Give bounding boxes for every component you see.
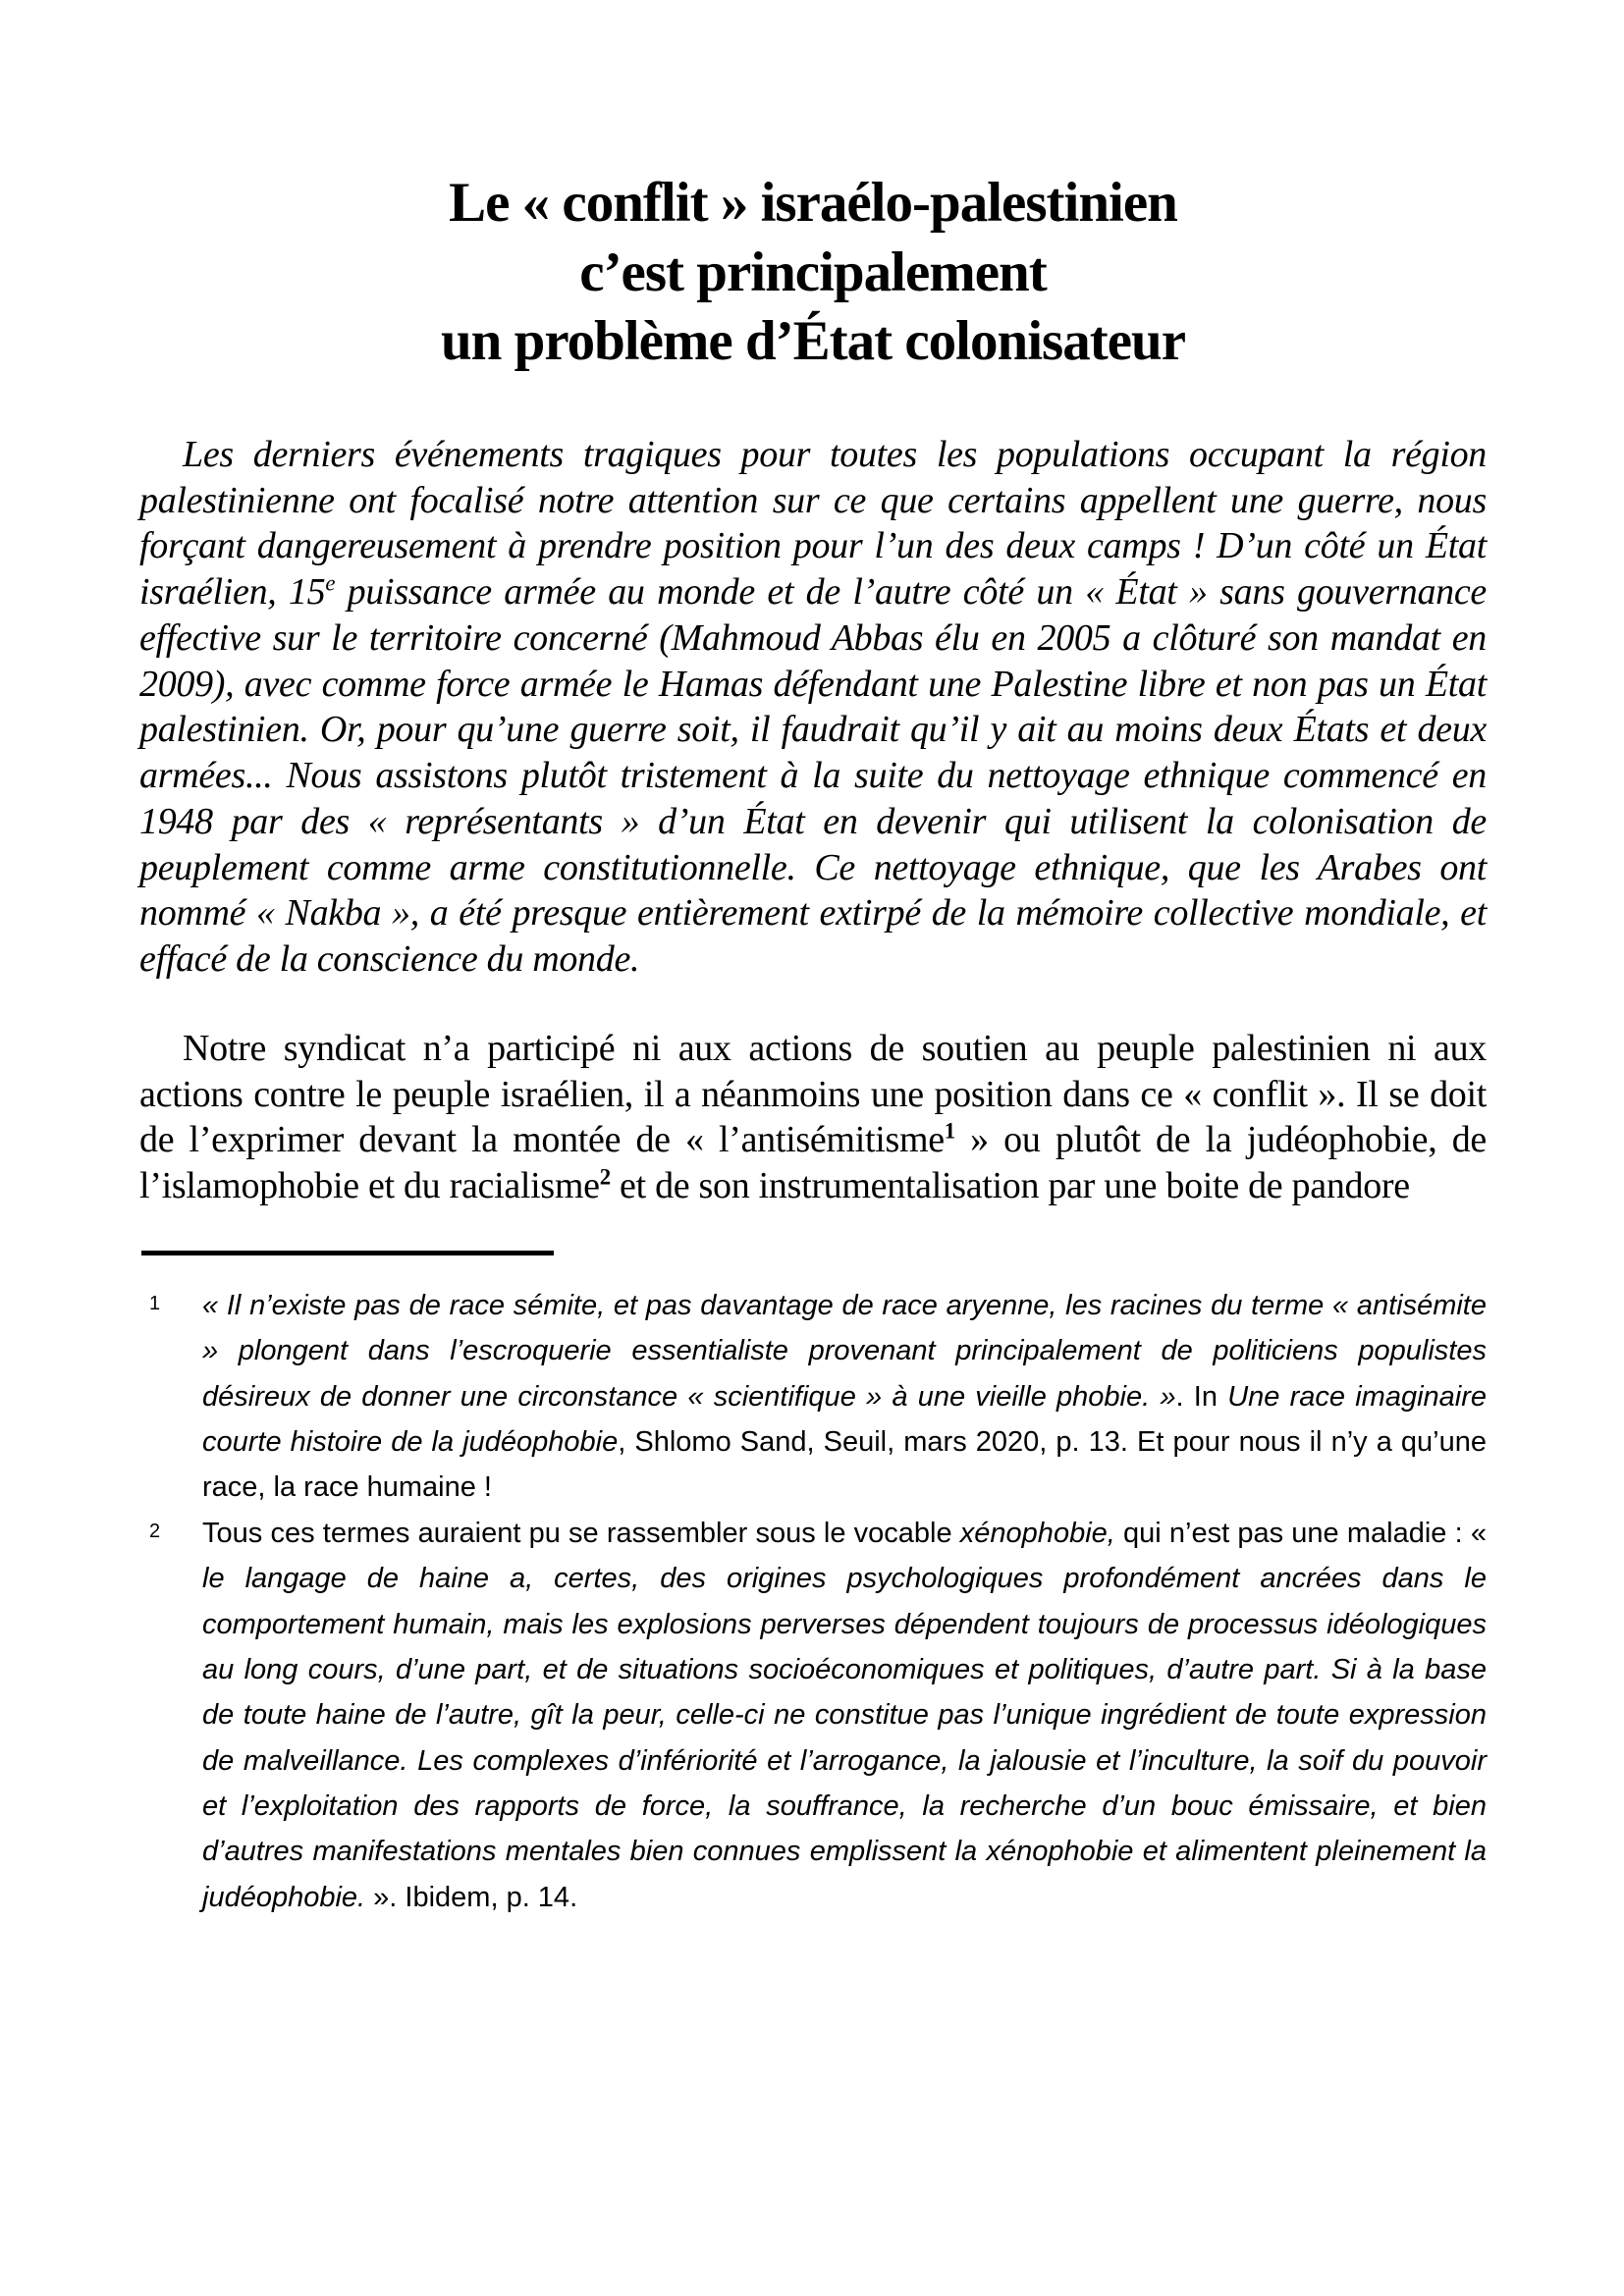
intro-text-2: puissance armée au monde et de l’autre côté un « État » sans gouvernance effective sur le territoire concerné (Mahmoud Abbas élu en 2005 a clôturé son mandat en 2009), avec comme force armée le Hamas défendant une Palestine libre et non pas un État palestinien. Or, pour qu’une guerre soit, il faudrait qu’il y ait au moins deux États et deux armées... Nous assistons plutôt tristement à la suite du nettoyage ethnique commencé en 1948 par des « représentants » d’un État en devenir qui utilisent la colonisation de peuplement comme arme constitutionnelle. Ce nettoyage ethnique, que les Arabes ont nommé « Nakba », a été presque entièrement extirpé de la mémoire collective mondiale, et effacé de la conscience du monde.	[139, 571, 1487, 981]
footnote-1-quote: « Il n’existe pas de race sémite, et pas davantage de race aryenne, les racines du terme « antisémite » plongent dans l’escroquerie essentialiste provenant principalement de politiciens populistes désireux de donner une circonstance « scientifique » à une vieille phobie. »	[202, 1289, 1487, 1413]
ordinal-superscript: e	[325, 570, 336, 596]
footnote-1-marker: 1	[149, 1292, 161, 1314]
footnote-2-quote: le langage de haine a, certes, des origines psychologiques profondément ancrées dans le comportement humain, mais les explosions perverses dépendent toujours de processus idéologiques au long cours, d’une part, et de situations socioéconomiques et politiques, d’autre part. Si à la base de toute haine de l’autre, gît la peur, celle-ci ne constitue pas l’unique ingrédient de toute expression de malveillance. Les complexes d’infériorité et l’arrogance, la jalousie et l’inculture, la soif du pouvoir et l’exploitation des rapports de force, la souffrance, la recherche d’un bouc émissaire, et bien d’autres manifestations mentales bien connues emplissent la xénophobie et alimentent pleinement la judéophobie.	[202, 1563, 1487, 1913]
title-line-3: un problème d’État colonisateur	[440, 310, 1186, 373]
footnote-2-term: xénophobie,	[959, 1517, 1115, 1549]
title-line-2: c’est principalement	[579, 240, 1047, 303]
footnote-ref-2: 2	[599, 1164, 611, 1190]
body-text-2: » ou plutôt de la judéophobie, de l’islamophobie et du racialisme	[139, 1119, 1487, 1207]
footnote-2-intro: Tous ces termes auraient pu se rassembler sous le vocable	[202, 1517, 960, 1549]
body-paragraph	[139, 1026, 1487, 1209]
footnote-separator-rule	[141, 1251, 554, 1255]
page-title	[139, 169, 1487, 377]
body-text-3: et de son instrumentalisation par une boite de pandore	[610, 1165, 1410, 1207]
footnote-1	[139, 1283, 1487, 1511]
footnote-1-book-title: Une race imaginaire courte histoire de la judéophobie	[202, 1380, 1488, 1458]
body-text-1: Notre syndicat n’a participé ni aux actions de soutien au peuple palestinien ni aux actions contre le peuple israélien, il a néanmoins une position dans ce « conflit ». Il se doit de l’exprimer devant la montée de « l’antisémitisme	[139, 1027, 1487, 1161]
footnote-2	[139, 1511, 1487, 1921]
footnote-ref-1: 1	[944, 1118, 955, 1144]
intro-paragraph	[139, 432, 1487, 983]
footnote-1-citation: , Shlomo Sand, Seuil, mars 2020, p. 13. Et pour nous il n’y a qu’une race, la race humaine !	[202, 1425, 1487, 1504]
intro-text-1: Les derniers événements tragiques pour toutes les populations occupant la région palestinienne ont focalisé notre attention sur ce que certains appellent une guerre, nous forçant dangereusement à prendre position pour l’un des deux camps ! D’un côté un État israélien, 15	[139, 434, 1487, 614]
footnote-2-closing: ». Ibidem, p. 14.	[365, 1881, 578, 1913]
footnote-2-middle: qui n’est pas une maladie : «	[1114, 1517, 1487, 1549]
title-line-1: Le « conflit » israélo-palestinien	[449, 172, 1177, 234]
footnote-1-connector: . In	[1175, 1380, 1228, 1413]
footnote-2-marker: 2	[149, 1520, 161, 1542]
footnotes-section	[139, 1283, 1487, 1920]
